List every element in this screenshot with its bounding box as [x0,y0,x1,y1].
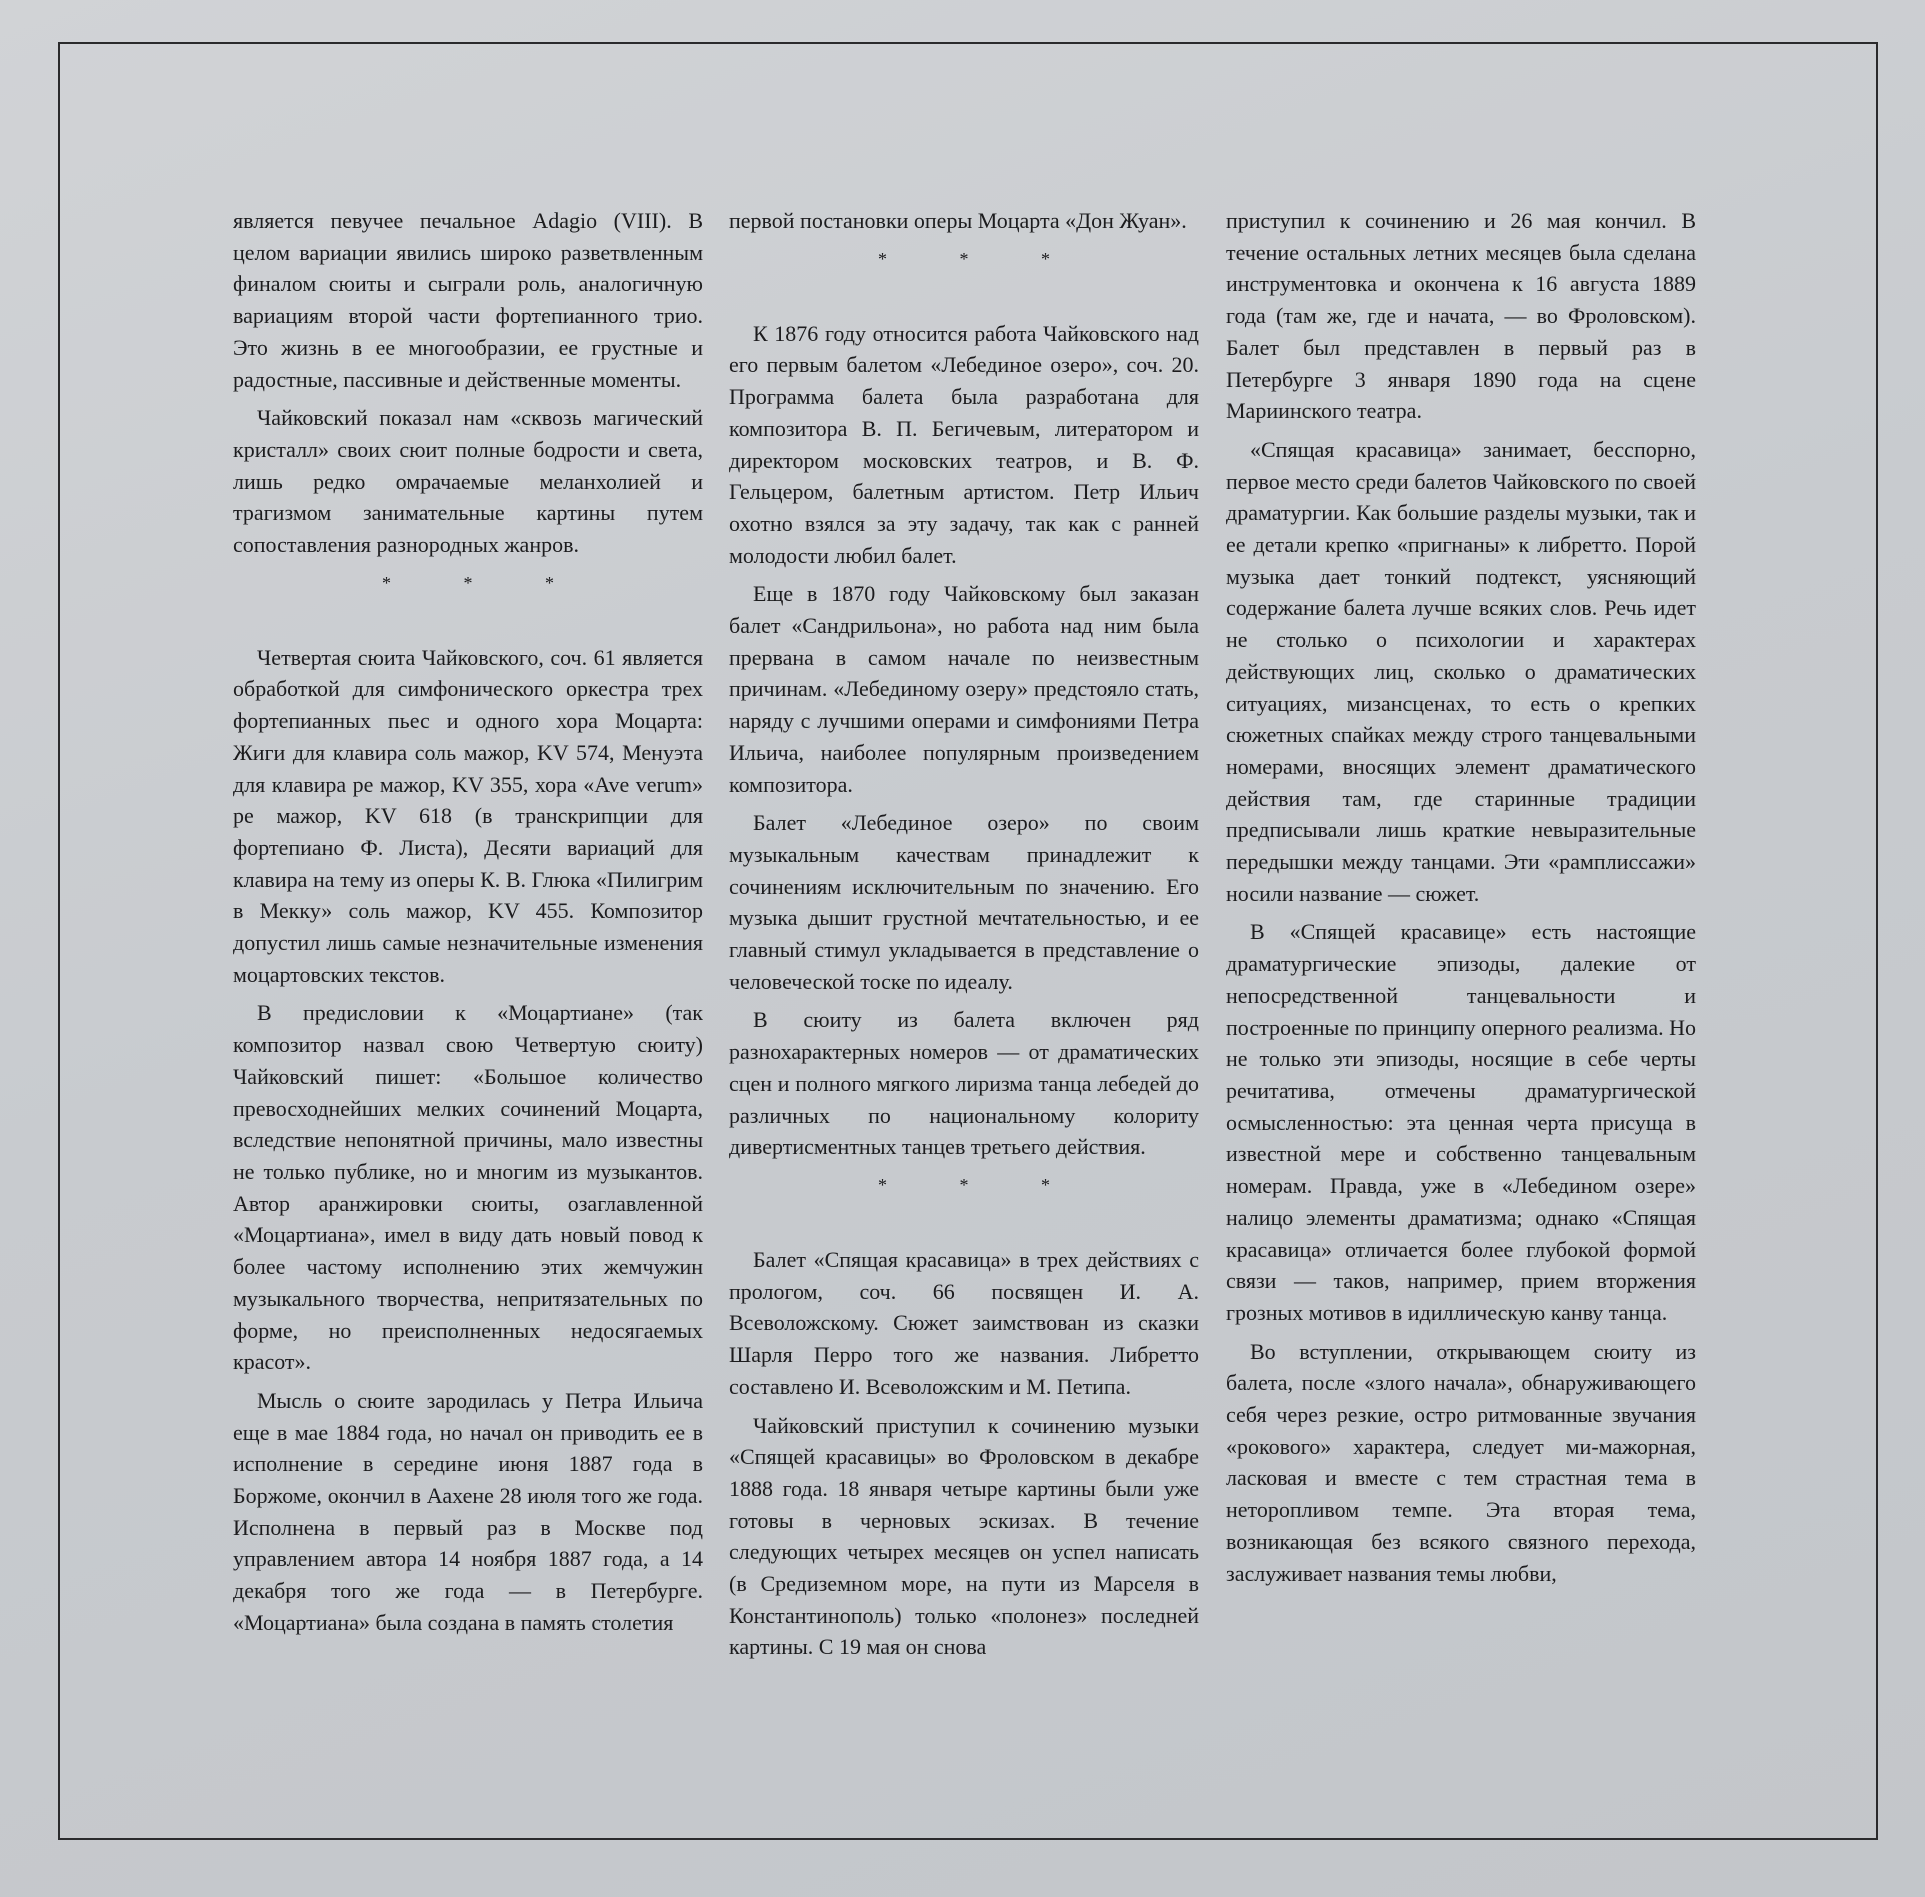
section-divider: * * * [878,248,1084,269]
paragraph: В «Спящей красавице» есть настоящие драматургические эпизоды, далекие от непосредственной танцевальности и построенные по принципу оперного реализма. Но не только эти эпизоды, носящие в себе черты речитатива, отмечены драматургической осмысленностью: эта ценная черта присуща в известной мере и собственно танцевальным номерам. Правда, уже в «Лебедином озере» налицо элементы драматизма; однако «Спящая красавица» отличается более глубокой формой связи — таков, например, прием вторжения грозных мотивов в идиллическую канву танца. [1226,919,1696,1325]
section-divider: * * * [382,572,588,593]
paragraph: Мысль о сюите зародилась у Петра Ильича еще в мае 1884 года, но начал он приводить ее в исполнение в середине июня 1887 года в Боржоме, окончил в Аахене 28 июля того же года. Исполнена в первый раз в Москве под управлением автора 14 ноября 1887 года, а 14 декабря того же года — в Петербурге. «Моцартиана» была создана в память столетия [233,1387,703,1635]
text-column-2 [729,205,1199,1670]
paragraph: Балет «Лебединое озеро» по своим музыкальным качествам принадлежит к сочинениям исключительным по значению. Его музыка дышит грустной мечтательностью, и ее главный стимул укладывается в представление о человеческой тоске по идеалу. [729,810,1199,994]
paragraph: приступил к сочинению и 26 мая кончил. В течение остальных летних месяцев была сделана инструментовка и окончена к 16 августа 1889 года (там же, где и начата, — во Фроловском). Балет был представлен в первый раз в Петербурге 3 января 1890 года на сцене Мариинского театра. [1226,208,1696,424]
paragraph: В предисловии к «Моцартиане» (так композитор назвал свою Четвертую сюиту) Чайковский пишет: «Большое количество превосходнейших мелких сочинений Моцарта, вследствие непонятной причины, мало известны не только публике, но и многим из музыкантов. Автор аранжировки сюиты, озаглавленной «Моцартиана», имел в виду дать новый повод к более частому исполнению этих жемчужин музыкального творчества, непритязательных по форме, но преисполненных недосягаемых красот». [233,1000,703,1375]
paragraph: Чайковский приступил к сочинению музыки «Спящей красавицы» во Фроловском в декабре 1888 года. 18 января четыре картины были уже готовы в черновых эскизах. В течение следующих четырех месяцев он успел написать (в Средиземном море, на пути из Марселя в Константинополь) только «полонез» последней картины. С 19 мая он снова [729,1412,1199,1660]
paragraph: Еще в 1870 году Чайковскому был заказан балет «Сандрильона», но работа над ним была прервана в самом начале по неизвестным причинам. «Лебединому озеру» предстояло стать, наряду с лучшими операми и симфониями Петра Ильича, наиболее популярным произведением композитора. [729,581,1199,797]
section-divider: * * * [878,1174,1084,1195]
paragraph: В сюиту из балета включен ряд разнохарактерных номеров — от драматических сцен и полного мягкого лиризма танца лебедей до различных по национальному колориту дивертисментных танцев третьего действия. [729,1007,1199,1160]
paragraph: Чайковский показал нам «сквозь магический кристалл» своих сюит полные бодрости и света, лишь редко омрачаемые меланхолией и трагизмом занимательные картины путем сопоставления разнородных жанров. [233,405,703,558]
paragraph: первой постановки оперы Моцарта «Дон Жуан». [729,208,1187,233]
paragraph: является певучее печальное Adagio (VIII). В целом вариации явились широко разветвленным финалом сюиты и сыграли роль, аналогичную вариациям второй части фортепианного трио. Это жизнь в ее многообразии, ее грустные и радостные, пассивные и действенные моменты. [233,208,703,392]
text-column-1 [233,205,703,1646]
paragraph: К 1876 году относится работа Чайковского над его первым балетом «Лебединое озеро», соч. 20. Программа балета была разработана для композитора В. П. Бегичевым, литератором и директором московских театров, и В. Ф. Гельцером, балетным артистом. Петр Ильич охотно взялся за эту задачу, так как с ранней молодости любил балет. [729,320,1199,568]
paragraph: Четвертая сюита Чайковского, соч. 61 является обработкой для симфонического оркестра трех фортепианных пьес и одного хора Моцарта: Жиги для клавира соль мажор, KV 574, Менуэта для клавира ре мажор, KV 355, хора «Ave verum» ре мажор, KV 618 (в транскрипции для фортепиано Ф. Листа), Десяти вариаций для клавира на тему из оперы К. В. Глюка «Пилигрим в Мекку» соль мажор, KV 455. Композитор допустил лишь самые незначительные изменения моцартовских текстов. [233,644,703,987]
paragraph: Во вступлении, открывающем сюиту из балета, после «злого начала», обнаруживающего себя через резкие, остро ритмованные звучания «рокового» характера, следует ми-мажорная, ласковая и вместе с тем страстная тема в неторопливом темпе. Эта вторая тема, возникающая без всякого связного перехода, заслуживает названия темы любви, [1226,1338,1696,1586]
text-column-3 [1226,205,1696,1596]
paragraph: «Спящая красавица» занимает, бесспорно, первое место среди балетов Чайковского по своей драматургии. Как большие разделы музыки, так и ее детали крепко «пригнаны» к либретто. Порой музыка дает тонкий подтекст, уясняющий содержание балета лучше всяких слов. Речь идет не столько о психологии и характерах действующих лиц, сколько о драматических ситуациях, мизансценах, то есть о крепких сюжетных спайках между строго танцевальными номерами, вносящих элемент драматического действия там, где старинные традиции предписывали лишь краткие невыразительные передышки между танцами. Эти «рамплиссажи» носили название — сюжет. [1226,436,1696,906]
paragraph: Балет «Спящая красавица» в трех действиях с прологом, соч. 66 посвящен И. А. Всеволожскому. Сюжет заимствован из сказки Шарля Перро того же названия. Либретто составлено И. Всеволожским и М. Петипа. [729,1246,1199,1399]
